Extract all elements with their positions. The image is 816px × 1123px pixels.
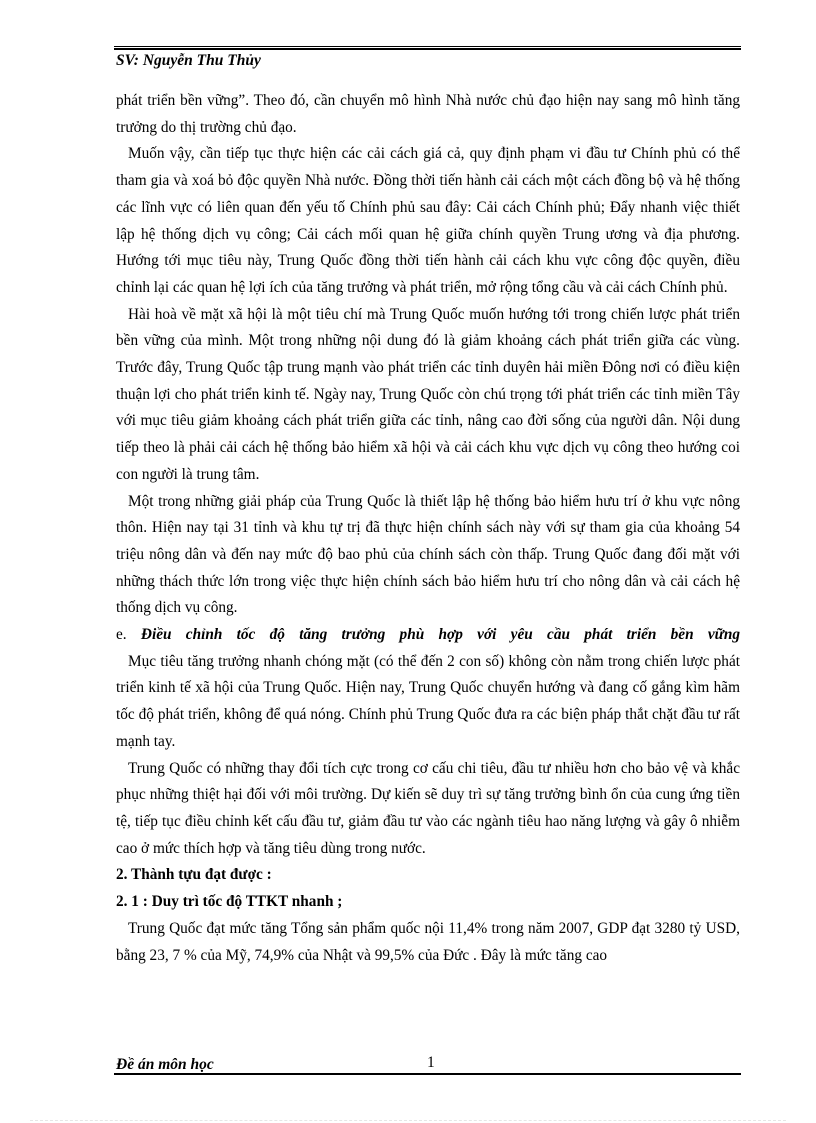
header-author: SV: Nguyễn Thu Thủy: [116, 52, 261, 69]
page-number: 1: [427, 1054, 435, 1071]
paragraph-1: phát triển bền vững”. Theo đó, cần chuyển mô hình Nhà nước chủ đạo hiện nay sang mô hình tăng trưởng do thị trường chủ đạo.: [116, 92, 740, 136]
section-e-title: Điều chỉnh tốc độ tăng trưởng phù hợp với yêu cầu phát triển bền vững: [140, 626, 741, 644]
section-2-1-heading: 2. 1 : Duy trì tốc độ TTKT nhanh ;: [116, 893, 343, 911]
document-body: [116, 88, 740, 969]
paragraph-7: Trung Quốc đạt mức tăng Tổng sản phẩm quốc nội 11,4% trong năm 2007, GDP đạt 3280 tỷ USD, bằng 23, 7 % của Mỹ, 74,9% của Nhật và 99,5% của Đức . Đây là mức tăng cao: [116, 919, 740, 964]
section-e-marker: e.: [116, 626, 127, 644]
paragraph-6: Trung Quốc có những thay đổi tích cực trong cơ cấu chi tiêu, đầu tư nhiều hơn cho bảo vệ và khắc phục những thiệt hại đối với môi trường. Dự kiến sẽ duy trì sự tăng trưởng bình ổn của cung ứng tiền tệ, tiếp tục điều chỉnh kết cấu đầu tư, giảm đầu tư vào các ngành tiêu hao năng lượng và gây ô nhiễm cao ở mức thích hợp và tăng tiêu dùng trong nước.: [116, 759, 740, 857]
paragraph-4: Một trong những giải pháp của Trung Quốc là thiết lập hệ thống bảo hiểm hưu trí ở khu vực nông thôn. Hiện nay tại 31 tỉnh và khu tự trị đã thực hiện chính sách này với sự tham gia của khoảng 54 triệu nông dân và đến nay mức độ bao phủ của chính sách còn thấp. Trung Quốc đang đối mặt với những thách thức lớn trong việc thực hiện chính sách bảo hiểm hưu trí cho nông dân và cải cách hệ thống dịch vụ công.: [116, 492, 740, 617]
paragraph-3: Hài hoà về mặt xã hội là một tiêu chí mà Trung Quốc muốn hướng tới trong chiến lược phát triển bền vững của mình. Một trong những nội dung đó là giảm khoảng cách phát triển giữa các vùng. Trước đây, Trung Quốc tập trung mạnh vào phát triển các tỉnh duyên hải miền Đông nơi có điều kiện thuận lợi cho phát triển kinh tế. Ngày nay, Trung Quốc còn chú trọng tới phát triển các tỉnh miền Tây với mục tiêu giảm khoảng cách phát triển giữa các tỉnh, nâng cao đời sống của người dân. Nội dung tiếp theo là phải cải cách hệ thống bảo hiểm xã hội và cải cách khu vực dịch vụ công theo hướng coi con người là trung tâm.: [116, 305, 740, 483]
paragraph-5: Mục tiêu tăng trưởng nhanh chóng mặt (có thể đến 2 con số) không còn nằm trong chiến lược phát triển kinh tế xã hội của Trung Quốc. Hiện nay, Trung Quốc chuyển hướng và đang cố gắng kìm hãm tốc độ phát triển, không để quá nóng. Chính phủ Trung Quốc đưa ra các biện pháp thắt chặt đầu tư rất mạnh tay.: [116, 652, 740, 750]
section-2-heading: 2. Thành tựu đạt được :: [116, 866, 272, 884]
footer-rule: [114, 1073, 741, 1075]
page-edge-divider: [30, 1120, 786, 1121]
paragraph-2: Muốn vậy, cần tiếp tục thực hiện các cải cách giá cả, quy định phạm vi đầu tư Chính phủ có thể tham gia và xoá bỏ độc quyền Nhà nước. Đồng thời tiến hành cải cách một cách đồng bộ và hệ thống các lĩnh vực có liên quan đến yếu tố Chính phủ sau đây: Cải cách Chính phủ; Đẩy nhanh việc thiết lập hệ thống dịch vụ công; Cải cách mối quan hệ giữa chính quyền Trung ương và địa phương. Hướng tới mục tiêu này, Trung Quốc đồng thời tiến hành cải cách khu vực công độc quyền, điều chỉnh lại các quan hệ lợi ích của tăng trưởng và phát triển, mở rộng tổng cầu và cải cách Chính phủ.: [116, 145, 740, 296]
header-rule: [114, 46, 741, 50]
footer-title: Đề án môn học: [116, 1056, 214, 1073]
section-e-heading: [116, 622, 740, 649]
